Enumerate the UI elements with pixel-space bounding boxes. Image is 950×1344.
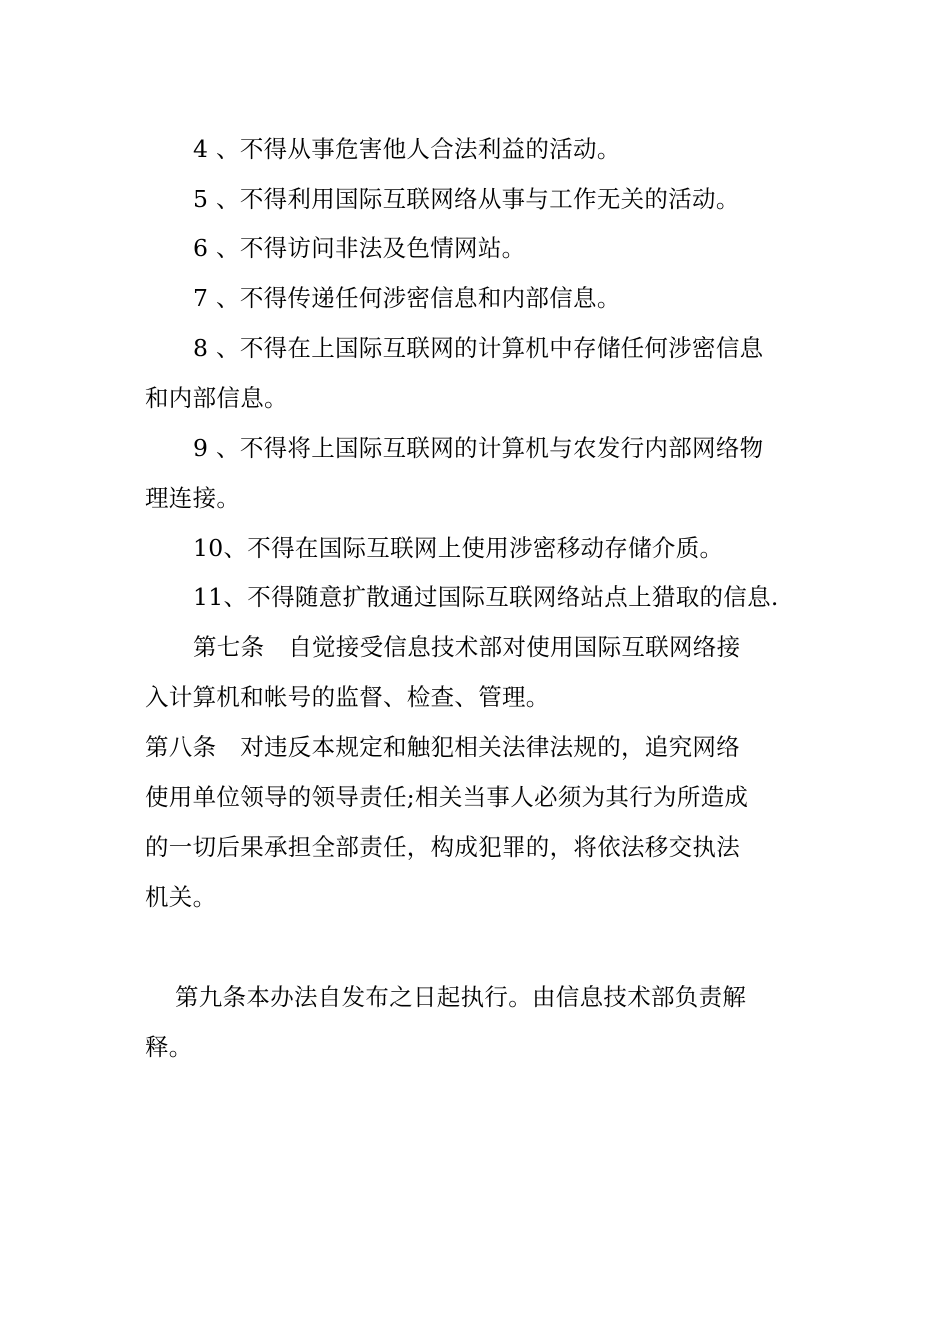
- article-8-line-1: 第八条 对违反本规定和触犯相关法律法规的，追究网络: [145, 733, 740, 761]
- clause-9-line-1: 9 、不得将上国际互联网的计算机与农发行内部网络物: [193, 434, 764, 462]
- article-7-line-1: 第七条 自觉接受信息技术部对使用国际互联网络接: [193, 633, 741, 661]
- clause-10: 10、不得在国际互联网上使用涉密移动存储介质。: [193, 534, 724, 562]
- clause-4: 4 、不得从事危害他人合法利益的活动。: [193, 135, 621, 163]
- article-8-line-4: 机关。: [145, 883, 217, 911]
- article-9-line-1: 第九条本办法自发布之日起执行。由信息技术部负责解: [175, 983, 747, 1011]
- clause-9-line-2: 理连接。: [145, 484, 241, 512]
- article-7-line-2: 入计算机和帐号的监督、检查、管理。: [145, 683, 550, 711]
- article-9-line-2: 释。: [145, 1033, 193, 1061]
- clause-11: 11、不得随意扩散通过国际互联网络站点上猎取的信息.: [193, 583, 779, 611]
- article-8-line-3: 的一切后果承担全部责任，构成犯罪的，将依法移交执法: [145, 833, 740, 861]
- article-8-line-2: 使用单位领导的领导责任;相关当事人必须为其行为所造成: [145, 783, 749, 811]
- clause-8-line-2: 和内部信息。: [145, 384, 288, 412]
- clause-5: 5 、不得利用国际互联网络从事与工作无关的活动。: [193, 185, 740, 213]
- clause-8-line-1: 8 、不得在上国际互联网的计算机中存储任何涉密信息: [193, 334, 764, 362]
- clause-6: 6 、不得访问非法及色情网站。: [193, 234, 526, 262]
- clause-7: 7 、不得传递任何涉密信息和内部信息。: [193, 284, 621, 312]
